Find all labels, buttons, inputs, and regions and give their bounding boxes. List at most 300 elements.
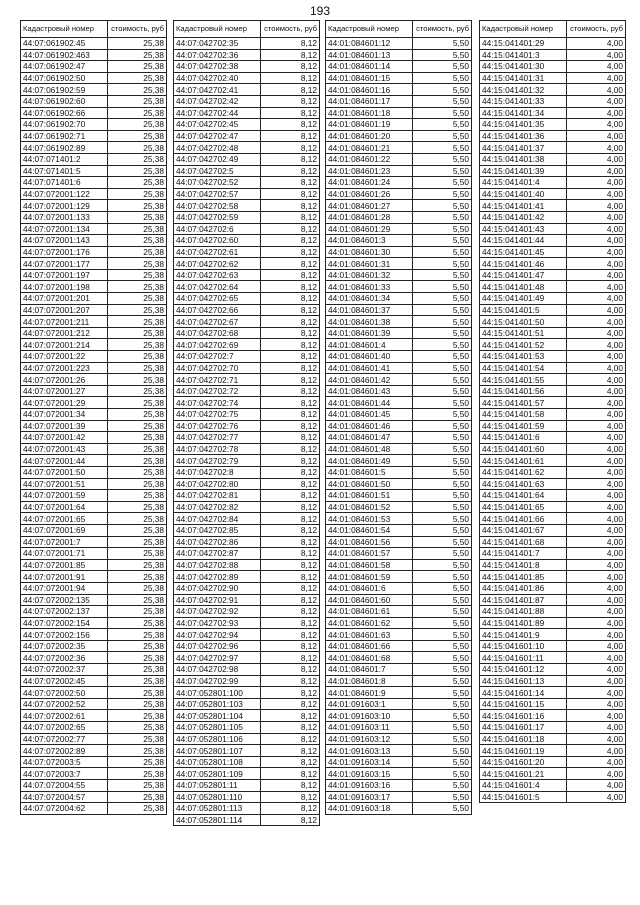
table-row (174, 153, 320, 165)
cadastral-number-cell: 44:07:042702:48 (174, 142, 261, 154)
cost-cell: 8,12 (261, 362, 320, 374)
cadastral-number-cell: 44:01:084601:27 (326, 200, 413, 212)
table-row (174, 536, 320, 548)
cost-cell: 8,12 (261, 466, 320, 478)
cadastral-number-cell: 44:07:042702:6 (174, 223, 261, 235)
table-row (480, 258, 626, 270)
table-row (21, 119, 167, 131)
cadastral-number-cell: 44:15:041601:20 (480, 756, 567, 768)
table-row (480, 675, 626, 687)
cost-cell: 4,00 (567, 420, 626, 432)
cadastral-number-cell: 44:15:041401:66 (480, 513, 567, 525)
table-row (21, 362, 167, 374)
cost-cell: 25,38 (108, 698, 167, 710)
table-row (480, 664, 626, 676)
table-row (326, 177, 472, 189)
cadastral-number-cell: 44:07:072001:51 (21, 478, 108, 490)
cadastral-number-cell: 44:01:084601:28 (326, 211, 413, 223)
cadastral-number-cell: 44:07:072001:43 (21, 443, 108, 455)
table-row (326, 269, 472, 281)
cost-cell: 25,38 (108, 38, 167, 50)
cost-cell: 5,50 (413, 478, 472, 490)
cadastral-number-cell: 44:07:072001:59 (21, 490, 108, 502)
cadastral-number-cell: 44:01:084601:6 (326, 582, 413, 594)
table-row (480, 165, 626, 177)
table-row (326, 745, 472, 757)
cadastral-number-cell: 44:15:041401:57 (480, 397, 567, 409)
cadastral-number-cell: 44:15:041401:87 (480, 594, 567, 606)
cost-cell: 5,50 (413, 791, 472, 803)
cost-cell: 4,00 (567, 791, 626, 803)
table-row (174, 49, 320, 61)
cadastral-number-cell: 44:07:072001:134 (21, 223, 108, 235)
table-row (326, 385, 472, 397)
cost-cell: 4,00 (567, 594, 626, 606)
cost-cell: 5,50 (413, 61, 472, 73)
cost-cell: 25,38 (108, 548, 167, 560)
table-row (326, 235, 472, 247)
cost-cell: 8,12 (261, 501, 320, 513)
cadastral-number-cell: 44:07:042702:72 (174, 385, 261, 397)
cost-cell: 5,50 (413, 687, 472, 699)
cadastral-number-cell: 44:07:072001:201 (21, 293, 108, 305)
cost-cell: 5,50 (413, 617, 472, 629)
cadastral-number-cell: 44:15:041401:30 (480, 61, 567, 73)
cost-cell: 5,50 (413, 119, 472, 131)
cost-cell: 5,50 (413, 675, 472, 687)
cost-cell: 25,38 (108, 153, 167, 165)
table-row (174, 571, 320, 583)
table-row (21, 316, 167, 328)
cost-cell: 5,50 (413, 38, 472, 50)
table-row (174, 211, 320, 223)
cost-cell: 8,12 (261, 211, 320, 223)
cadastral-number-cell: 44:07:072001:122 (21, 188, 108, 200)
cost-cell: 8,12 (261, 269, 320, 281)
cost-cell: 4,00 (567, 95, 626, 107)
cadastral-number-cell: 44:15:041401:60 (480, 443, 567, 455)
cadastral-number-cell: 44:01:084601:66 (326, 640, 413, 652)
cost-cell: 25,38 (108, 606, 167, 618)
cadastral-number-cell: 44:15:041401:49 (480, 293, 567, 305)
cadastral-number-cell: 44:15:041401:47 (480, 269, 567, 281)
table-row (480, 582, 626, 594)
cadastral-number-cell: 44:07:042702:70 (174, 362, 261, 374)
table-row (174, 281, 320, 293)
table-row (480, 733, 626, 745)
cost-cell: 25,38 (108, 95, 167, 107)
cadastral-number-cell: 44:15:041401:34 (480, 107, 567, 119)
cost-cell: 4,00 (567, 756, 626, 768)
table-row (480, 710, 626, 722)
cost-cell: 5,50 (413, 339, 472, 351)
cost-cell: 25,38 (108, 722, 167, 734)
cadastral-number-cell: 44:07:072001:198 (21, 281, 108, 293)
table-row (326, 38, 472, 50)
table-row (480, 281, 626, 293)
cadastral-number-cell: 44:07:072002:154 (21, 617, 108, 629)
cadastral-number-cell: 44:01:084601:3 (326, 235, 413, 247)
table-row (480, 478, 626, 490)
cost-cell: 4,00 (567, 640, 626, 652)
table-row (326, 258, 472, 270)
cadastral-number-cell: 44:07:042702:82 (174, 501, 261, 513)
cost-cell: 25,38 (108, 420, 167, 432)
cost-cell: 8,12 (261, 675, 320, 687)
cadastral-number-cell: 44:01:084601:59 (326, 571, 413, 583)
cadastral-number-cell: 44:15:041401:5 (480, 304, 567, 316)
table-row (174, 664, 320, 676)
table-row (480, 698, 626, 710)
table-row (480, 119, 626, 131)
table-row (21, 640, 167, 652)
cadastral-number-cell: 44:01:084601:45 (326, 409, 413, 421)
cost-cell: 5,50 (413, 258, 472, 270)
cost-cell: 25,38 (108, 107, 167, 119)
table-row (480, 316, 626, 328)
table-row (326, 524, 472, 536)
table-row (174, 814, 320, 826)
cost-cell: 5,50 (413, 397, 472, 409)
cadastral-number-cell: 44:07:042702:93 (174, 617, 261, 629)
table-row (480, 304, 626, 316)
cost-cell: 5,50 (413, 188, 472, 200)
table-row (21, 756, 167, 768)
table-row (21, 768, 167, 780)
table-row (21, 246, 167, 258)
cost-cell: 5,50 (413, 107, 472, 119)
cadastral-number-cell: 44:01:084601:68 (326, 652, 413, 664)
table-row (21, 687, 167, 699)
cadastral-number-cell: 44:07:042702:36 (174, 49, 261, 61)
table-row (21, 339, 167, 351)
table-row (21, 293, 167, 305)
table-row (480, 420, 626, 432)
cost-cell: 8,12 (261, 38, 320, 50)
table-row (174, 803, 320, 815)
table-row (21, 559, 167, 571)
cost-cell: 25,38 (108, 582, 167, 594)
table-row (326, 559, 472, 571)
table-row (174, 698, 320, 710)
cost-cell: 8,12 (261, 791, 320, 803)
cost-cell: 8,12 (261, 420, 320, 432)
cadastral-number-cell: 44:01:091603:16 (326, 780, 413, 792)
table-row (326, 687, 472, 699)
cost-cell: 5,50 (413, 803, 472, 815)
cadastral-number-cell: 44:01:084601:17 (326, 95, 413, 107)
table-row (174, 768, 320, 780)
cost-cell: 5,50 (413, 501, 472, 513)
cost-cell: 25,38 (108, 72, 167, 84)
table-row (480, 397, 626, 409)
column-header-cost: стоимость, руб (413, 21, 472, 38)
table-row (480, 722, 626, 734)
cost-cell: 25,38 (108, 119, 167, 131)
cost-cell: 8,12 (261, 304, 320, 316)
table-row (21, 803, 167, 815)
cost-cell: 4,00 (567, 281, 626, 293)
cadastral-number-cell: 44:01:091603:15 (326, 768, 413, 780)
table-row (174, 362, 320, 374)
cadastral-number-cell: 44:15:041401:85 (480, 571, 567, 583)
table-row (174, 223, 320, 235)
cadastral-number-cell: 44:15:041401:53 (480, 351, 567, 363)
table-row (174, 374, 320, 386)
table-row (21, 443, 167, 455)
cost-cell: 5,50 (413, 698, 472, 710)
table-row (174, 455, 320, 467)
cost-cell: 25,38 (108, 490, 167, 502)
cost-cell: 4,00 (567, 385, 626, 397)
table-row (21, 524, 167, 536)
cadastral-number-cell: 44:01:084601:51 (326, 490, 413, 502)
table-row (326, 304, 472, 316)
table-row (21, 675, 167, 687)
cadastral-number-cell: 44:07:042702:94 (174, 629, 261, 641)
cost-cell: 4,00 (567, 38, 626, 50)
cadastral-number-cell: 44:07:072002:156 (21, 629, 108, 641)
cadastral-number-cell: 44:01:084601:54 (326, 524, 413, 536)
cost-cell: 4,00 (567, 61, 626, 73)
cost-cell: 4,00 (567, 72, 626, 84)
cadastral-number-cell: 44:15:041401:39 (480, 165, 567, 177)
cadastral-number-cell: 44:15:041601:16 (480, 710, 567, 722)
cost-cell: 4,00 (567, 269, 626, 281)
cadastral-number-cell: 44:07:042702:96 (174, 640, 261, 652)
cost-cell: 25,38 (108, 409, 167, 421)
cost-cell: 4,00 (567, 223, 626, 235)
cadastral-number-cell: 44:15:041401:45 (480, 246, 567, 258)
table-row (326, 246, 472, 258)
table-row (480, 490, 626, 502)
column-header-cadastral-number: Кадастровый номер (21, 21, 108, 38)
cost-cell: 5,50 (413, 466, 472, 478)
cost-cell: 8,12 (261, 223, 320, 235)
cadastral-number-cell: 44:01:084601:23 (326, 165, 413, 177)
table-row (326, 664, 472, 676)
cost-cell: 5,50 (413, 745, 472, 757)
cadastral-number-cell: 44:07:042702:38 (174, 61, 261, 73)
table-row (326, 211, 472, 223)
table-row (480, 327, 626, 339)
cadastral-number-cell: 44:01:084601:39 (326, 327, 413, 339)
cost-cell: 25,38 (108, 803, 167, 815)
table-row (21, 235, 167, 247)
cost-cell: 5,50 (413, 756, 472, 768)
cadastral-number-cell: 44:01:084601:47 (326, 432, 413, 444)
cost-cell: 5,50 (413, 594, 472, 606)
table-row (326, 698, 472, 710)
table-row (480, 72, 626, 84)
cost-cell: 25,38 (108, 524, 167, 536)
table-row (326, 652, 472, 664)
cadastral-number-cell: 44:07:061902:70 (21, 119, 108, 131)
table-row (326, 95, 472, 107)
cost-cell: 8,12 (261, 316, 320, 328)
cadastral-number-cell: 44:15:041401:37 (480, 142, 567, 154)
cost-cell: 5,50 (413, 664, 472, 676)
table-row (480, 443, 626, 455)
cadastral-number-cell: 44:07:042702:41 (174, 84, 261, 96)
cost-cell: 25,38 (108, 571, 167, 583)
table-row (21, 153, 167, 165)
cadastral-number-cell: 44:15:041401:31 (480, 72, 567, 84)
table-row (21, 269, 167, 281)
cadastral-number-cell: 44:15:041401:4 (480, 177, 567, 189)
cost-cell: 8,12 (261, 61, 320, 73)
cadastral-number-cell: 44:07:072004:57 (21, 791, 108, 803)
cadastral-number-cell: 44:15:041401:89 (480, 617, 567, 629)
table-row (174, 733, 320, 745)
table-row (21, 49, 167, 61)
cadastral-number-cell: 44:15:041601:19 (480, 745, 567, 757)
cadastral-number-cell: 44:07:072001:177 (21, 258, 108, 270)
cost-cell: 8,12 (261, 594, 320, 606)
table-row (21, 177, 167, 189)
cadastral-number-cell: 44:01:084601:29 (326, 223, 413, 235)
cadastral-number-cell: 44:07:042702:98 (174, 664, 261, 676)
table-row (326, 756, 472, 768)
cost-cell: 25,38 (108, 501, 167, 513)
cadastral-number-cell: 44:07:071401:5 (21, 165, 108, 177)
column-header-cost: стоимость, руб (261, 21, 320, 38)
cadastral-number-cell: 44:07:072001:29 (21, 397, 108, 409)
cost-cell: 5,50 (413, 710, 472, 722)
column-header-cadastral-number: Кадастровый номер (480, 21, 567, 38)
cadastral-number-cell: 44:15:041401:40 (480, 188, 567, 200)
table-row (326, 501, 472, 513)
table-row (480, 49, 626, 61)
table-row (174, 61, 320, 73)
cadastral-number-cell: 44:01:084601:21 (326, 142, 413, 154)
cost-cell: 5,50 (413, 524, 472, 536)
table-row (174, 397, 320, 409)
cost-cell: 5,50 (413, 72, 472, 84)
table-row (174, 722, 320, 734)
cost-cell: 8,12 (261, 130, 320, 142)
table-row (21, 374, 167, 386)
table-row (326, 768, 472, 780)
cost-cell: 5,50 (413, 420, 472, 432)
cost-cell: 25,38 (108, 652, 167, 664)
table-row (174, 432, 320, 444)
cadastral-number-cell: 44:07:052801:110 (174, 791, 261, 803)
cost-cell: 8,12 (261, 698, 320, 710)
table-row (21, 432, 167, 444)
cadastral-number-cell: 44:07:072002:61 (21, 710, 108, 722)
table-row (174, 72, 320, 84)
table-row (326, 409, 472, 421)
table-row (480, 756, 626, 768)
cadastral-number-cell: 44:01:084601:60 (326, 594, 413, 606)
cadastral-number-cell: 44:07:072001:214 (21, 339, 108, 351)
cadastral-number-cell: 44:07:061902:45 (21, 38, 108, 50)
cost-cell: 8,12 (261, 664, 320, 676)
table-row (21, 490, 167, 502)
cost-cell: 5,50 (413, 640, 472, 652)
cadastral-number-cell: 44:07:042702:52 (174, 177, 261, 189)
cadastral-number-cell: 44:07:042702:59 (174, 211, 261, 223)
cost-cell: 25,38 (108, 281, 167, 293)
cost-cell: 4,00 (567, 733, 626, 745)
table-row (21, 513, 167, 525)
cost-cell: 25,38 (108, 443, 167, 455)
table-row (480, 409, 626, 421)
cadastral-number-cell: 44:01:084601:19 (326, 119, 413, 131)
table-row (174, 443, 320, 455)
table-row (326, 200, 472, 212)
cost-cell: 5,50 (413, 351, 472, 363)
cadastral-number-cell: 44:07:072001:212 (21, 327, 108, 339)
cadastral-number-cell: 44:15:041601:10 (480, 640, 567, 652)
cost-cell: 5,50 (413, 548, 472, 560)
table-row (480, 293, 626, 305)
cost-cell: 8,12 (261, 188, 320, 200)
cost-cell: 25,38 (108, 49, 167, 61)
cadastral-number-cell: 44:07:072001:44 (21, 455, 108, 467)
cadastral-number-cell: 44:07:071401:6 (21, 177, 108, 189)
cost-cell: 4,00 (567, 768, 626, 780)
cadastral-number-cell: 44:07:042702:87 (174, 548, 261, 560)
table-row (21, 606, 167, 618)
table-row (21, 664, 167, 676)
cadastral-number-cell: 44:07:052801:100 (174, 687, 261, 699)
table-row (326, 374, 472, 386)
cadastral-number-cell: 44:07:072001:211 (21, 316, 108, 328)
table-row (21, 478, 167, 490)
cadastral-number-cell: 44:15:041401:64 (480, 490, 567, 502)
cost-cell: 8,12 (261, 629, 320, 641)
cadastral-number-cell: 44:15:041601:15 (480, 698, 567, 710)
table-row (21, 582, 167, 594)
cost-cell: 4,00 (567, 153, 626, 165)
cadastral-number-cell: 44:15:041401:48 (480, 281, 567, 293)
cost-cell: 25,38 (108, 745, 167, 757)
cadastral-number-cell: 44:07:042702:92 (174, 606, 261, 618)
cadastral-number-cell: 44:07:042702:91 (174, 594, 261, 606)
table-row (21, 420, 167, 432)
cost-cell: 4,00 (567, 188, 626, 200)
table-row (174, 165, 320, 177)
cost-cell: 8,12 (261, 281, 320, 293)
table-row (326, 84, 472, 96)
cadastral-number-cell: 44:07:042702:74 (174, 397, 261, 409)
cost-cell: 4,00 (567, 582, 626, 594)
table-row (326, 640, 472, 652)
table-row (480, 780, 626, 792)
table-row (174, 617, 320, 629)
table-row (174, 791, 320, 803)
cadastral-number-cell: 44:07:042702:5 (174, 165, 261, 177)
cadastral-number-cell: 44:07:042702:71 (174, 374, 261, 386)
cadastral-number-cell: 44:07:042702:7 (174, 351, 261, 363)
cadastral-number-cell: 44:07:072002:35 (21, 640, 108, 652)
table-row (21, 652, 167, 664)
table-row (21, 130, 167, 142)
cadastral-number-cell: 44:01:084601:32 (326, 269, 413, 281)
cost-cell: 4,00 (567, 466, 626, 478)
table-row (174, 409, 320, 421)
cost-cell: 4,00 (567, 142, 626, 154)
table-row (21, 281, 167, 293)
cost-cell: 8,12 (261, 490, 320, 502)
table-row (326, 432, 472, 444)
cost-cell: 5,50 (413, 443, 472, 455)
cost-cell: 4,00 (567, 675, 626, 687)
table-row (326, 733, 472, 745)
cost-cell: 4,00 (567, 177, 626, 189)
